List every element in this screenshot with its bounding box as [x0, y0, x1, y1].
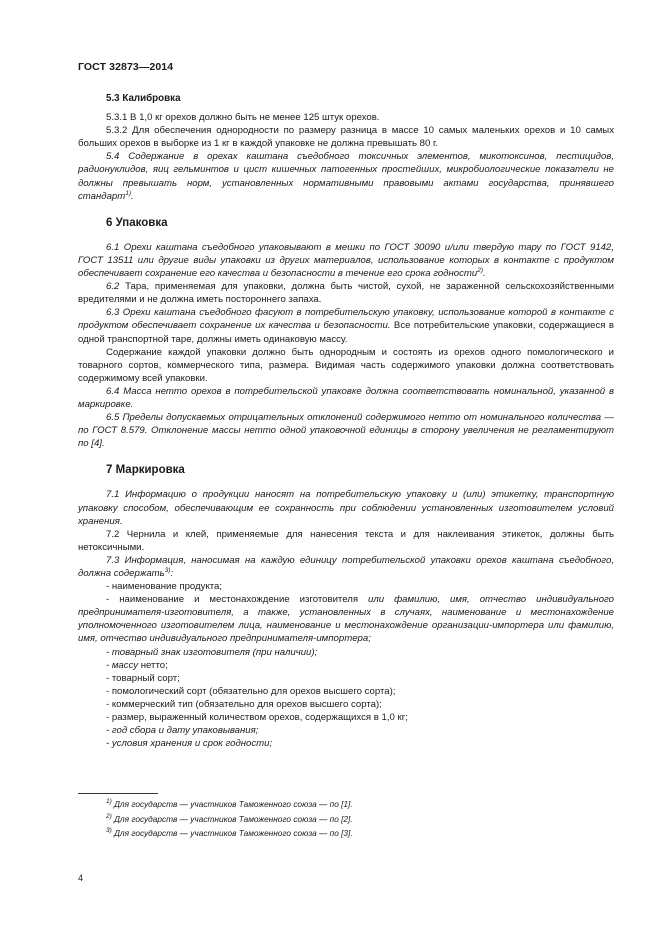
paragraph-5-3-1: 5.3.1 В 1,0 кг орехов должно быть не менее 125 штук орехов.: [106, 112, 380, 124]
footnote-ref-2: 2): [477, 266, 483, 274]
paragraph-5-4-end: .: [131, 190, 134, 202]
list-item-net-mass: [78, 659, 614, 672]
paragraph-7-3-text: 7.3 Информация, наносимая на каждую единицу потребительской упаковки орехов каштана съедобного, должна содержать: [78, 554, 614, 579]
footnote-divider: [78, 793, 158, 794]
paragraph-6-5: 6.5 Пределы допускаемых отрицательных отклонений содержимого нетто от номинального количества — по ГОСТ 8.579. Отклонение массы нетто одной упаковочной единицы в сторону увеличения не регламентируют по [4].: [78, 412, 614, 450]
paragraph-6-1-text: 6.1 Орехи каштана съедобного упаковывают в мешки по ГОСТ 30090 и/или твердую тару по ГОСТ 9142, ГОСТ 13511 или другие виды упаковки из других материалов, использование которых в контакте с продуктом обеспечивает сохранение его качества и безопасности в течение его срока годности: [78, 241, 614, 280]
footnote-3-text: Для государств — участников Таможенного союза — по [3].: [111, 828, 353, 838]
footnote-1: [106, 797, 606, 812]
footnote-1-mark: 1): [106, 798, 112, 806]
paragraph-6-1: [78, 241, 614, 280]
list-item-storage-conditions: - условия хранения и срок годности;: [106, 738, 273, 750]
list-item-commercial-type: - коммерческий тип (обязательно для орехов высшего сорта);: [106, 698, 382, 710]
footnote-3: [106, 826, 606, 841]
list-item-pomological-grade: - помологический сорт (обязательно для орехов высшего сорта);: [106, 685, 396, 697]
list-item-manufacturer-regular: - наименование и местонахождение изготовителя: [106, 594, 369, 606]
footnote-ref-1: 1): [125, 189, 132, 197]
paragraph-6-3-italic: 6.3 Орехи каштана съедобного фасуют в потребительскую упаковку, использование которой в контакте с продуктом обеспечивает сохранение их качества и безопасности.: [78, 307, 614, 332]
paragraph-6-2: [78, 280, 614, 306]
footnote-2: [106, 812, 606, 827]
paragraph-7-3-end: :: [170, 568, 174, 579]
paragraph-7-2: 7.2 Чернила и клей, применяемые для нанесения текста и для наклеивания этикеток, должны быть нетоксичными.: [78, 528, 614, 553]
paragraph-5-3-2: 5.3.2 Для обеспечения однородности по размеру разница в массе 10 самых маленьких орехов и 10 самых больших орехов в выборке из 1 кг в каждой упаковке не должна превышать 80 г.: [78, 125, 614, 150]
paragraph-7-1: 7.1 Информацию о продукции наносят на потребительскую упаковку и (или) этикетку, транспортную упаковку способом, обеспечивающим ее сохранность при соблюдении установленных изготовителем условий хранения.: [78, 489, 614, 527]
paragraph-5-4: [78, 150, 614, 202]
document-body: [78, 92, 614, 750]
paragraph-6-2-text: Тара, применяемая для упаковки, должна быть чистой, сухой, не зараженной сельскохозяйственными вредителями и не должна иметь постороннего запаха.: [78, 281, 614, 306]
footnotes: [106, 797, 606, 841]
paragraph-7-3: [78, 554, 614, 580]
document-header: ГОСТ 32873—2014: [78, 61, 174, 73]
list-item-size: - размер, выраженный количеством орехов, содержащихся в 1,0 кг;: [106, 712, 408, 724]
list-item-trademark: - товарный знак изготовителя (при наличии);: [106, 646, 318, 658]
list-item-manufacturer-italic: или фамилию, имя, отчество индивидуального предпринимателя-изготовителя, а также, установленных в случаях, наименование и местонахождение уполномоченного изготовителем лица, наименование и местонахождение организации-импортера или фамилию, имя, отчество индивидуального предпринимателя-импортера;: [78, 594, 614, 645]
paragraph-6-3-regular: Все потребительские упаковки, содержащиеся в одной транспортной таре, должны иметь одинаковую массу.: [78, 320, 614, 345]
list-item-product-name: - наименование продукта;: [106, 581, 223, 593]
page-number: 4: [78, 873, 84, 883]
section-6-heading: 6 Упаковка: [106, 216, 168, 229]
section-7-heading: 7 Маркировка: [106, 464, 185, 477]
paragraph-6-2-number: 6.2: [106, 281, 126, 293]
footnote-2-mark: 2): [106, 812, 112, 820]
list-item-manufacturer: [78, 593, 614, 645]
list-item-commercial-grade: - товарный сорт;: [106, 672, 180, 684]
paragraph-5-4-text: 5.4 Содержание в орехах каштана съедобного токсичных элементов, микотоксинов, пестицидов, радионуклидов, яиц гельминтов и цист кишечных патогенных простейших, микробиологические показатели не должны превышать норм, установленных нормативными правовыми актами государства, принявшего стандарт: [78, 151, 614, 202]
footnote-3-mark: 3): [106, 827, 112, 835]
paragraph-6-3-content: Содержание каждой упаковки должно быть однородным и состоять из орехов одного помологического и товарного сортов, коммерческого типа, размера. Видимая часть содержимого упаковки должна соответствовать содержимому всей упаковки.: [78, 346, 614, 384]
list-item-harvest-date: - год сбора и дату упаковывания;: [106, 725, 259, 737]
footnote-ref-3: 3): [164, 566, 171, 574]
footnote-2-text: Для государств — участников Таможенного союза — по [2].: [111, 813, 353, 824]
paragraph-6-4: 6.4 Масса нетто орехов в потребительской упаковке должна соответствовать номинальной, указанной в маркировке.: [78, 385, 614, 410]
paragraph-6-3: [78, 306, 614, 345]
paragraph-6-1-end: .: [482, 268, 486, 280]
footnote-1-text: Для государств — участников Таможенного союза — по [1].: [111, 799, 353, 809]
list-item-net-mass-regular: нетто;: [140, 659, 168, 671]
list-item-net-mass-italic: - массу: [106, 659, 141, 671]
section-5-3-heading: 5.3 Калибровка: [106, 93, 181, 104]
document-page: [78, 0, 614, 935]
